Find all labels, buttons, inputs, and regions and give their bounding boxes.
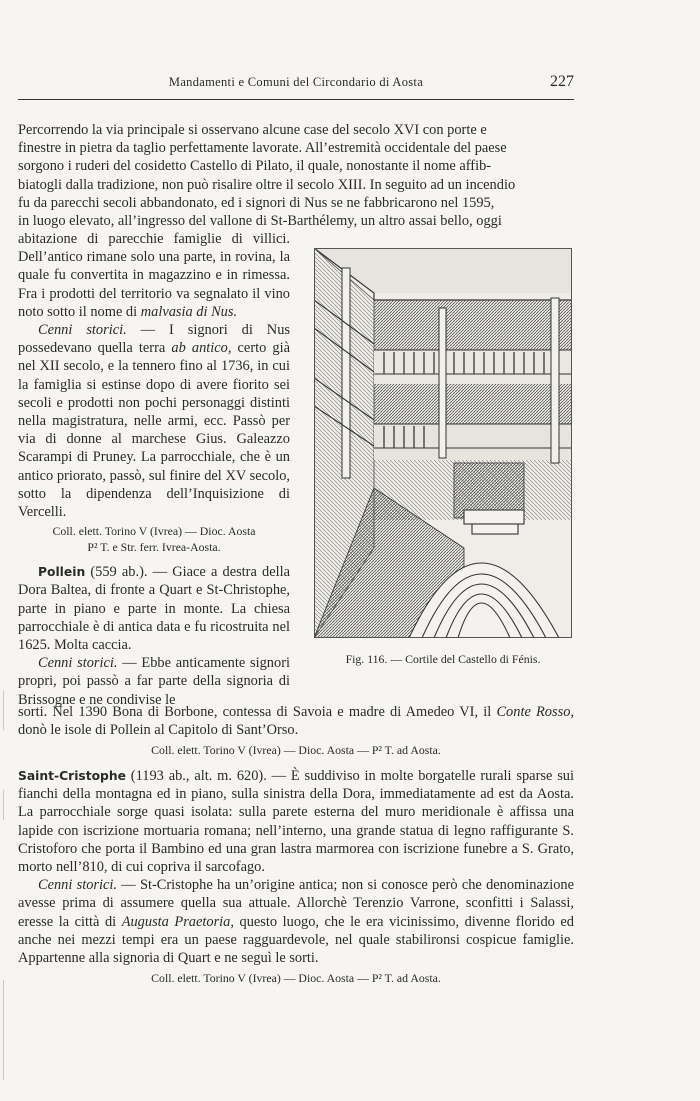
- saint-cristophe-section: [18, 767, 574, 986]
- cenni-storici-label: Cenni storici.: [38, 322, 127, 339]
- saint-cristophe-history-a: — St-Cristophe ha un’origine antica; non si conosce però che denominazione avesse prima di assumere quella sua attuale. Allorchè Terenzio Varrone, sconfitti i Salassi, eresse la città di: [18, 877, 574, 930]
- pollein-end-text-a: sorti. Nel 1390 Bona di Borbone, contessa di Savoia e madre di Amedeo VI, il: [18, 704, 497, 720]
- courtyard-illustration: [314, 248, 572, 638]
- page-number: 227: [550, 73, 574, 90]
- pollein-history-paragraph: [18, 654, 290, 709]
- cenni-storici-label: Cenni storici.: [38, 655, 118, 672]
- saint-cristophe-collegio-line: Coll. elett. Torino V (Ivrea) — Dioc. Aosta — P² T. ad Aosta.: [151, 971, 441, 986]
- intro-line: in luogo elevato, all’ingresso del vallone di St-Barthélemy, un altro assai bello, oggi: [18, 213, 502, 230]
- pollein-heading: Pollein: [38, 565, 86, 580]
- running-head: [18, 73, 574, 100]
- saint-cristophe-text: (1193 ab., alt. m. 620). — È suddiviso in molte borgatelle rurali sparse sui fianchi della montagna ed in piano, sulla sinistra della Dora, immediatamente ad est da Aosta. La parrocchiale sorge quasi isolata: sulla parete esterna del muro meridionale è affissa una lapide con iscrizione mortuaria romana; nell’interno, una grande statua di legno raffigurante S. Cristoforo che porta il Bambino ed una gran lastra marmorea con iscrizione funebre a S. Grato, morto nell’810, di cui copriva il sarcofago.: [18, 768, 574, 876]
- intro-line: sorgono i ruderi del cosidetto Castello di Pilato, il quale, nonostante il nome affib-: [18, 158, 492, 175]
- nus-history-paragraph: [18, 321, 290, 521]
- saint-cristophe-paragraph: [18, 767, 574, 876]
- pollein-history-text: — Ebbe anticamente signori propri, poi passò a far parte della signoria di Brissogne e ne condivise le: [18, 655, 290, 708]
- nus-paragraph: [18, 230, 290, 321]
- intro-line: Percorrendo la via principale si osservano alcune case del secolo XVI con porte e: [18, 122, 487, 138]
- pollein-end-text-b: donò le isole di Pollein al Capitolo di Sant’Orso.: [18, 722, 299, 739]
- pollein-text: (559 ab.). — Giace a destra della Dora Baltea, di fronte a Quart e St-Christophe, parte in piano e parte in monte. La chiesa parrocchiale è di antica data e fu ricostruita nel 1625. Molta caccia.: [18, 564, 290, 654]
- pollein-end-text: [18, 703, 574, 739]
- scan-edge-mark: [3, 790, 4, 820]
- nus-continued-text: abitazione di parecchie famiglie di villici. Dell’antico rimane solo una parte, in rovina, la quale fu convertita in magazzino e in rimessa. Fra i prodotti del territorio va segnalato il vino noto sotto il nome di: [18, 231, 290, 320]
- scan-edge-mark: [3, 980, 4, 1080]
- scan-edge-mark: [3, 690, 4, 730]
- nus-poste-line: P² T. e Str. ferr. Ivrea-Aosta.: [87, 540, 221, 555]
- augusta-praetoria-text: Augusta Praetoria,: [121, 913, 234, 930]
- nus-history-text: — I signori di Nus possedevano quella terra: [18, 322, 290, 357]
- intro-paragraph: [18, 121, 574, 230]
- nus-history-text-2: certo già nel XII secolo, e la tennero fino al 1736, in cui la famiglia si estinse dopo di avere fiorito sei secoli e prodotti non pochi personaggi distinti nella magistratura, nelle armi, ecc. Passò per via di donne al marchese Gius. Galeazzo Scarampi di Pruney. La parrocchiale, che è un antico priorato, passò, sul finire del XV secolo, sotto la dipendenza dell’Inquisizione di Vercelli.: [18, 340, 290, 521]
- intro-line: biatogli dalla tradizione, non può risalire oltre il secolo XIII. In seguito ad un incendio: [18, 176, 516, 193]
- pollein-paragraph: [18, 563, 290, 654]
- nus-collegio-line: Coll. elett. Torino V (Ivrea) — Dioc. Aosta: [52, 524, 256, 539]
- intro-line: finestre in pietra da taglio perfettamente lavorate. All’estremità occidentale del paese: [18, 140, 507, 157]
- saint-cristophe-history-b: questo luogo, che le era vicinissimo, divenne florido ed anche nei mezzi tempi era un paese ragguardevole, nel quale stabilironsi cospicue famiglie. Appartenne alla signoria di Quart e ne seguì le sorti.: [18, 913, 574, 967]
- ab-antico-text: ab antico,: [171, 340, 232, 357]
- cenni-storici-label: Cenni storici.: [38, 877, 118, 894]
- intro-line: fu da parecchi secoli abbandonato, ed i signori di Nus se ne fabbricarono nel 1595,: [18, 194, 495, 211]
- figure-caption: Fig. 116. — Cortile del Castello di Fénis.: [345, 652, 541, 666]
- left-column: [18, 230, 290, 709]
- courtyard-engraving: [314, 248, 572, 638]
- saint-cristophe-history: [18, 876, 574, 967]
- conte-rosso-text: Conte Rosso,: [496, 704, 574, 720]
- pollein-end-paragraph: [18, 703, 574, 758]
- running-title: Mandamenti e Comuni del Circondario di Aosta: [168, 75, 424, 89]
- saint-cristophe-heading: Saint-Cristophe: [18, 769, 126, 783]
- nus-wine-name: malvasia di Nus.: [140, 303, 238, 320]
- pollein-collegio-line: Coll. elett. Torino V (Ivrea) — Dioc. Aosta — P² T. ad Aosta.: [151, 743, 441, 758]
